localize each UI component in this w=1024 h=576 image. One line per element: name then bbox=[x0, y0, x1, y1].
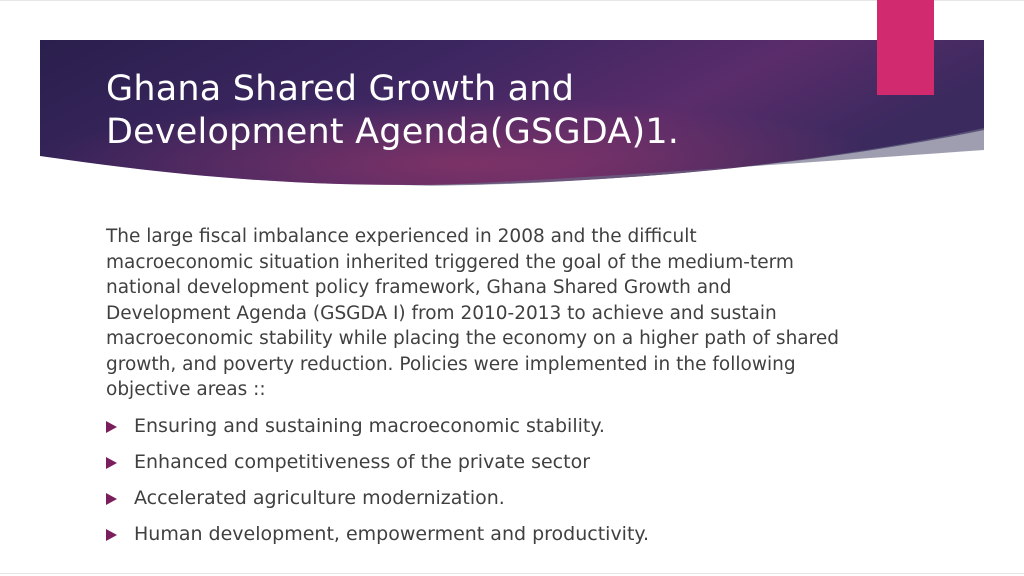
slide-title bbox=[106, 68, 866, 154]
triangle-right-icon bbox=[106, 421, 117, 433]
triangle-right-icon bbox=[106, 529, 117, 541]
accent-tab bbox=[877, 0, 934, 95]
list-item bbox=[106, 413, 886, 449]
slide-body-paragraph: The large fiscal imbalance experienced in 2008 and the difficult macroeconomic situation inherited triggered the goal of the medium-term national development policy framework, Ghana Shared Growth and Development Agenda (GSGDA I) from 2010-2013 to achieve and sustain macroeconomic stability while placing the economy on a higher path of shared growth, and poverty reduction. Policies were implemented in the following objective areas :: bbox=[106, 226, 839, 400]
objective-list bbox=[106, 413, 886, 557]
list-item-text: Human development, empowerment and productivity. bbox=[134, 523, 649, 545]
slide-title-line-1: Ghana Shared Growth and bbox=[106, 69, 575, 109]
list-item-text: Accelerated agriculture modernization. bbox=[134, 487, 505, 509]
triangle-right-icon bbox=[106, 493, 117, 505]
bottom-divider bbox=[0, 573, 1024, 574]
list-item-text: Enhanced competitiveness of the private sector bbox=[134, 451, 591, 473]
top-divider bbox=[0, 0, 1024, 1]
list-item bbox=[106, 485, 886, 521]
triangle-right-icon bbox=[106, 457, 117, 469]
list-item bbox=[106, 449, 886, 485]
list-item bbox=[106, 521, 886, 557]
slide-title-line-2: Development Agenda(GSGDA)1. bbox=[106, 112, 680, 152]
list-item-text: Ensuring and sustaining macroeconomic stability. bbox=[134, 415, 605, 437]
